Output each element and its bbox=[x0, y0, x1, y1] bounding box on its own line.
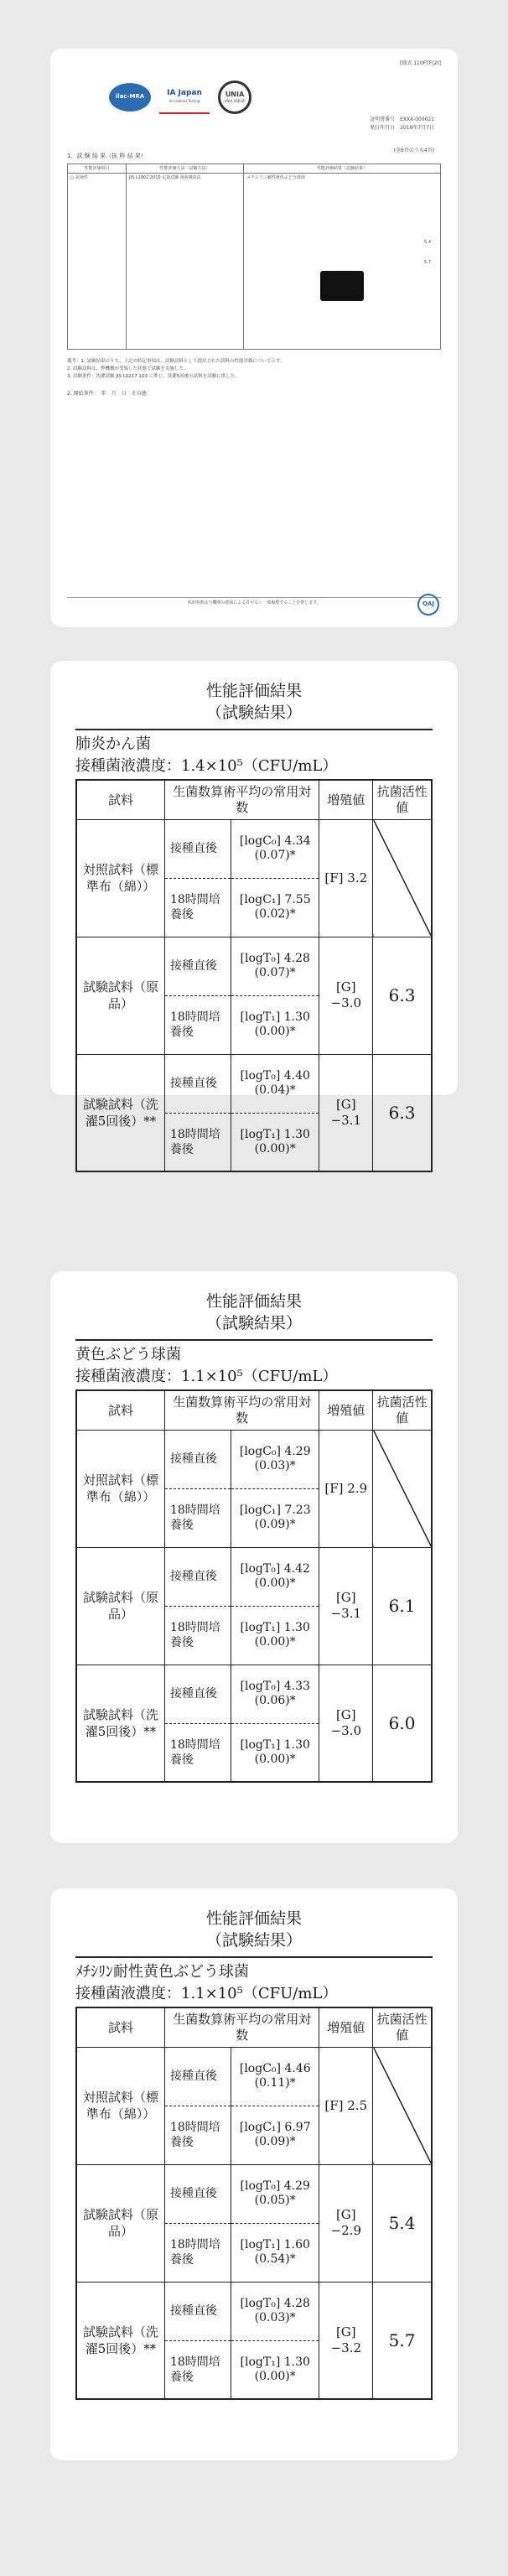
sample-control: 対照試料（標準布（綿）） bbox=[76, 819, 164, 937]
increase-value: [G] −3.2 bbox=[319, 2282, 373, 2399]
unia-logo-icon bbox=[218, 80, 251, 114]
note-line: 備考：1. 試験結果のうち、上記の特記事項は、試験試料として提出された試料の性能評価について示す。 bbox=[67, 359, 285, 365]
table-row bbox=[76, 937, 432, 995]
cert-header-item: 性能評価項目 bbox=[68, 164, 127, 174]
table-row bbox=[76, 1665, 432, 1723]
activity-value: 6.3 bbox=[373, 937, 432, 1054]
increase-value: [G] −3.1 bbox=[319, 1547, 373, 1665]
result-title-line-1: 性能評価結果 bbox=[205, 682, 302, 700]
activity-value: 6.3 bbox=[373, 1054, 432, 1171]
increase-value: [G] −3.0 bbox=[319, 1665, 373, 1782]
increase-value: [F] 3.2 bbox=[319, 819, 373, 937]
issued-label: 発行年月日 bbox=[370, 124, 396, 131]
result-card-2 bbox=[50, 1271, 458, 1843]
iajapan-logo-text: IA Japan bbox=[167, 89, 202, 98]
value-initial: [logC₀] 4.34 (0.07)* bbox=[231, 819, 319, 878]
sample-washed: 試験試料（洗濯5回後）** bbox=[76, 1665, 164, 1782]
sample-original: 試験試料（原品） bbox=[76, 937, 164, 1054]
result-title-line-2: （試験結果） bbox=[205, 1930, 302, 1950]
timing-initial: 接種直後 bbox=[164, 1054, 231, 1113]
result-title bbox=[75, 1909, 433, 1951]
value-18h: [logT₁] 1.60 (0.54)* bbox=[231, 2223, 319, 2282]
iajapan-logo-icon bbox=[159, 80, 210, 114]
report-no-label: 証明書番号 bbox=[370, 117, 396, 122]
form-reference: [様式 110FTF(2)] bbox=[399, 60, 441, 66]
result-card-1 bbox=[50, 661, 458, 1157]
timing-18h: 18時間培養後 bbox=[164, 2106, 231, 2164]
increase-value: [G] −3.1 bbox=[319, 1054, 373, 1171]
results-table bbox=[75, 2007, 433, 2400]
cert-activity-1: 5.4 bbox=[424, 239, 431, 245]
result-title-line-1: 性能評価結果 bbox=[205, 1292, 302, 1311]
timing-18h: 18時間培養後 bbox=[164, 878, 231, 937]
issued-date: 2019年7月7日 bbox=[400, 124, 434, 131]
timing-initial: 接種直後 bbox=[164, 1665, 231, 1723]
table-row bbox=[76, 819, 432, 878]
table-row bbox=[76, 2047, 432, 2106]
certificate-table bbox=[67, 164, 441, 351]
value-initial: [logT₀] 4.33 (0.06)* bbox=[231, 1665, 319, 1723]
sample-washed: 試験試料（洗濯5回後）** bbox=[76, 2282, 164, 2399]
unia-logo-text: UNIA bbox=[225, 91, 245, 98]
cert-method: JIS L1902:2015 定量試験 菌液吸収法 bbox=[127, 174, 244, 350]
activity-value: 6.0 bbox=[373, 1665, 432, 1782]
result-title bbox=[75, 681, 433, 724]
result-title-line-2: （試験結果） bbox=[205, 703, 302, 722]
ilac-mra-logo-icon bbox=[109, 83, 151, 112]
issuer-line: 2. 開始条件： 年 月 日 その他： bbox=[67, 390, 152, 397]
value-18h: [logT₁] 1.30 (0.00)* bbox=[231, 995, 319, 1054]
header-mean: 生菌数算術平均の常用対数 bbox=[164, 780, 319, 819]
increase-value: [F] 2.9 bbox=[319, 1430, 373, 1547]
table-row bbox=[76, 2282, 432, 2340]
fabric-sample-photo bbox=[320, 271, 364, 301]
value-initial: [logT₀] 4.29 (0.05)* bbox=[231, 2164, 319, 2223]
table-row bbox=[76, 1430, 432, 1488]
inoculum-concentration: 接種菌液濃度：1.1×10⁵（CFU/mL） bbox=[75, 1985, 338, 2003]
header-sample: 試料 bbox=[76, 780, 164, 819]
value-18h: [logC₁] 7.55 (0.02)* bbox=[231, 878, 319, 937]
timing-18h: 18時間培養後 bbox=[164, 1606, 231, 1665]
sample-control: 対照試料（標準布（綿）） bbox=[76, 1430, 164, 1547]
cert-header-method: 性能評価方法（試験方法） bbox=[127, 164, 244, 174]
timing-18h: 18時間培養後 bbox=[164, 2223, 231, 2282]
cert-header-result: 性能評価結果（試験結果） bbox=[244, 164, 441, 174]
header-mean: 生菌数算術平均の常用対数 bbox=[164, 2007, 319, 2047]
results-table bbox=[75, 1389, 433, 1783]
timing-18h: 18時間培養後 bbox=[164, 1488, 231, 1547]
table-row bbox=[76, 2164, 432, 2223]
value-initial: [logT₀] 4.28 (0.07)* bbox=[231, 937, 319, 995]
header-mean: 生菌数算術平均の常用対数 bbox=[164, 1390, 319, 1430]
results-table bbox=[75, 779, 433, 1172]
sample-washed: 試験試料（洗濯5回後）** bbox=[76, 1054, 164, 1171]
value-18h: [logT₁] 1.30 (0.00)* bbox=[231, 2340, 319, 2399]
certificate-card bbox=[50, 49, 458, 627]
timing-initial: 接種直後 bbox=[164, 2282, 231, 2340]
activity-value: 5.7 bbox=[373, 2282, 432, 2399]
page-number: (全6頁のうち4頁) bbox=[393, 148, 434, 153]
increase-value: [F] 2.5 bbox=[319, 2047, 373, 2164]
timing-initial: 接種直後 bbox=[164, 1430, 231, 1488]
header-increase: 増殖値 bbox=[319, 1390, 373, 1430]
timing-18h: 18時間培養後 bbox=[164, 2340, 231, 2399]
inoculum-concentration: 接種菌液濃度：1.1×10⁵（CFU/mL） bbox=[75, 1368, 338, 1386]
certificate-meta bbox=[370, 116, 434, 132]
header-activity: 抗菌活性値 bbox=[373, 2007, 432, 2047]
sample-control: 対照試料（標準布（綿）） bbox=[76, 2047, 164, 2164]
result-title-line-2: （試験結果） bbox=[205, 1313, 302, 1332]
value-18h: [logC₁] 6.97 (0.09)* bbox=[231, 2106, 319, 2164]
inoculum-concentration: 接種菌液濃度：1.4×10⁵（CFU/mL） bbox=[75, 757, 338, 776]
cert-result-cell bbox=[244, 174, 441, 350]
timing-initial: 接種直後 bbox=[164, 937, 231, 995]
increase-value: [G] −2.9 bbox=[319, 2164, 373, 2282]
activity-empty bbox=[373, 1430, 432, 1547]
ilac-logo-text: ilac-MRA bbox=[115, 93, 145, 101]
timing-18h: 18時間培養後 bbox=[164, 995, 231, 1054]
timing-initial: 接種直後 bbox=[164, 2047, 231, 2106]
header-increase: 増殖値 bbox=[319, 2007, 373, 2047]
result-title-line-1: 性能評価結果 bbox=[205, 1909, 302, 1928]
section-title: 1．試 験 結 果（抜 粋 結 果） bbox=[67, 152, 147, 159]
iajapan-logo-subtext: Accredited Testing bbox=[168, 99, 200, 104]
activity-value: 5.4 bbox=[373, 2164, 432, 2282]
qaj-stamp-icon: QAJ bbox=[417, 594, 439, 615]
organism-name: 肺炎かん菌 bbox=[75, 729, 433, 754]
header-sample: 試料 bbox=[76, 1390, 164, 1430]
increase-value: [G] −3.0 bbox=[319, 937, 373, 1054]
cert-result-label: メチシリン耐性黄色ぶどう球菌 bbox=[246, 175, 305, 181]
header-sample: 試料 bbox=[76, 2007, 164, 2047]
value-18h: [logT₁] 1.30 (0.00)* bbox=[231, 1113, 319, 1171]
sample-original: 試験試料（原品） bbox=[76, 2164, 164, 2282]
header-increase: 増殖値 bbox=[319, 780, 373, 819]
result-card-3 bbox=[50, 1888, 458, 2460]
table-row bbox=[76, 1547, 432, 1606]
unia-logo-subtext: UNIA 0002JP bbox=[224, 99, 246, 104]
certificate-footer: 本証明書は当機関の書面による許可なく一部複製することを禁じます。 bbox=[67, 597, 441, 606]
certificate-notes bbox=[67, 358, 441, 380]
timing-initial: 接種直後 bbox=[164, 819, 231, 878]
value-initial: [logT₀] 4.40 (0.04)* bbox=[231, 1054, 319, 1113]
cert-activity-2: 5.7 bbox=[424, 260, 431, 266]
timing-18h: 18時間培養後 bbox=[164, 1723, 231, 1782]
result-title bbox=[75, 1291, 433, 1334]
organism-name: ﾒﾁｼﾘﾝ耐性黄色ぶどう球菌 bbox=[75, 1956, 433, 1981]
value-18h: [logT₁] 1.30 (0.00)* bbox=[231, 1723, 319, 1782]
report-no: EXXX-000021 bbox=[400, 117, 434, 122]
activity-empty bbox=[373, 819, 432, 937]
cert-item: ○ 抗菌性 bbox=[68, 174, 127, 350]
value-18h: [logT₁] 1.30 (0.00)* bbox=[231, 1606, 319, 1665]
timing-18h: 18時間培養後 bbox=[164, 1113, 231, 1171]
note-line: 3. 試験条件：洗濯試験 JIS L0217 103 に準じ、洗濯5回後の試料を試験に供した。 bbox=[67, 373, 240, 379]
organism-name: 黄色ぶどう球菌 bbox=[75, 1339, 433, 1364]
note-line: 2. 試験試料は、弊機構が受領した状態で試験を実施した。 bbox=[67, 366, 189, 372]
value-initial: [logC₀] 4.29 (0.03)* bbox=[231, 1430, 319, 1488]
header-activity: 抗菌活性値 bbox=[373, 780, 432, 819]
header-activity: 抗菌活性値 bbox=[373, 1390, 432, 1430]
timing-initial: 接種直後 bbox=[164, 1547, 231, 1606]
activity-empty bbox=[373, 2047, 432, 2164]
sample-original: 試験試料（原品） bbox=[76, 1547, 164, 1665]
value-initial: [logT₀] 4.28 (0.03)* bbox=[231, 2282, 319, 2340]
timing-initial: 接種直後 bbox=[164, 2164, 231, 2223]
table-row bbox=[76, 1054, 432, 1113]
value-initial: [logC₀] 4.46 (0.11)* bbox=[231, 2047, 319, 2106]
value-initial: [logT₀] 4.42 (0.00)* bbox=[231, 1547, 319, 1606]
activity-value: 6.1 bbox=[373, 1547, 432, 1665]
value-18h: [logC₁] 7.23 (0.09)* bbox=[231, 1488, 319, 1547]
